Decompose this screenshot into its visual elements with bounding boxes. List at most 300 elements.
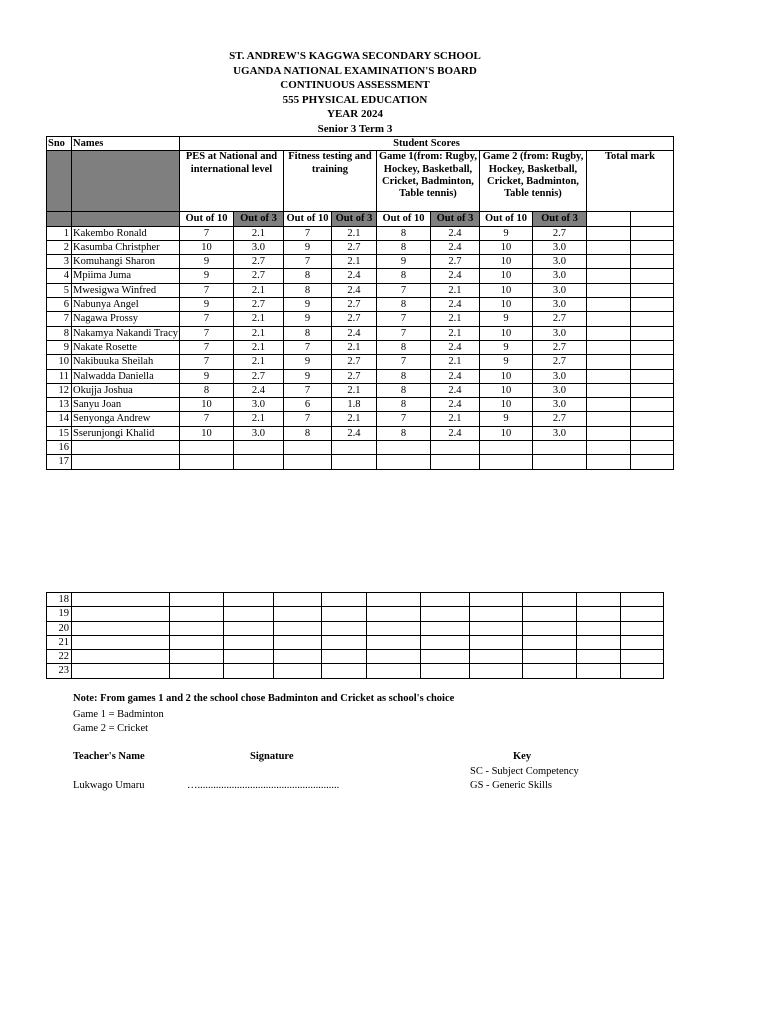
- score-out-of-3: 2.1: [430, 283, 479, 297]
- empty-score-cell: [367, 621, 421, 635]
- empty-score-cell: [523, 635, 577, 649]
- score-out-of-3: 2.4: [430, 340, 479, 354]
- assessment-title: CONTINUOUS ASSESSMENT: [280, 79, 430, 91]
- score-out-of-10: 10: [479, 398, 532, 412]
- score-out-of-3: 3.0: [233, 426, 283, 440]
- student-name: [72, 441, 180, 455]
- score-out-of-10: 10: [479, 326, 532, 340]
- student-name: [72, 664, 170, 678]
- score-out-of-3: 3.0: [532, 426, 586, 440]
- score-out-of-3: 2.7: [532, 340, 586, 354]
- game1-column-header: Game 1(from: Rugby, Hockey, Basketball, Cricket, Badminton, Table tennis): [376, 151, 479, 212]
- score-out-of-10: 9: [376, 255, 430, 269]
- signature-line: …......................................................: [187, 780, 340, 791]
- row-number: 20: [47, 621, 72, 635]
- score-out-of-3: 3.0: [532, 326, 586, 340]
- score-out-of-3: 3.0: [532, 283, 586, 297]
- score-out-of-3: 3.0: [532, 369, 586, 383]
- empty-score-cell: [577, 593, 621, 607]
- score-out-of-10: 7: [179, 226, 233, 240]
- out-of-3-header: Out of 3: [233, 212, 283, 226]
- score-out-of-3: 3.0: [532, 255, 586, 269]
- row-number: 14: [47, 412, 72, 426]
- score-out-of-10: 8: [283, 269, 331, 283]
- score-out-of-10: 8: [376, 226, 430, 240]
- total-cell: [586, 312, 630, 326]
- total-cell: [630, 398, 673, 412]
- score-out-of-10: 8: [376, 383, 430, 397]
- score-out-of-3: [430, 441, 479, 455]
- score-out-of-10: 9: [479, 226, 532, 240]
- exam-board: UGANDA NATIONAL EXAMINATION'S BOARD: [233, 64, 477, 77]
- score-out-of-3: 2.7: [331, 312, 376, 326]
- out-of-3-header: Out of 3: [331, 212, 376, 226]
- empty-score-cell: [274, 607, 322, 621]
- empty-score-cell: [367, 664, 421, 678]
- score-out-of-10: 9: [479, 355, 532, 369]
- total-cell: [630, 212, 673, 226]
- score-out-of-10: 7: [376, 283, 430, 297]
- score-out-of-3: 2.4: [331, 283, 376, 297]
- empty-score-cell: [170, 593, 224, 607]
- score-out-of-3: 2.1: [233, 312, 283, 326]
- student-row: [47, 312, 674, 326]
- total-cell: [586, 340, 630, 354]
- empty-score-cell: [523, 621, 577, 635]
- empty-score-cell: [367, 650, 421, 664]
- student-name: Nalwadda Daniella: [72, 369, 180, 383]
- total-cell: [586, 326, 630, 340]
- score-out-of-10: 10: [479, 283, 532, 297]
- total-cell: [630, 426, 673, 440]
- empty-score-cell: [470, 607, 523, 621]
- score-out-of-10: 7: [179, 283, 233, 297]
- game2-note: Game 2 = Cricket: [73, 723, 149, 734]
- score-out-of-10: 6: [283, 398, 331, 412]
- score-out-of-3: [532, 441, 586, 455]
- empty-score-cell: [274, 664, 322, 678]
- empty-score-cell: [470, 635, 523, 649]
- sno-header: Sno: [47, 137, 72, 151]
- student-row: [47, 607, 664, 621]
- total-cell: [630, 383, 673, 397]
- student-scores-header: Student Scores: [179, 137, 673, 151]
- teacher-name-label: Teacher's Name: [73, 751, 145, 762]
- empty-score-cell: [577, 635, 621, 649]
- score-out-of-3: 3.0: [233, 240, 283, 254]
- score-out-of-10: 7: [283, 412, 331, 426]
- score-out-of-10: 7: [283, 383, 331, 397]
- score-out-of-3: 2.7: [532, 412, 586, 426]
- score-out-of-3: 2.4: [430, 369, 479, 383]
- total-cell: [586, 298, 630, 312]
- score-out-of-10: [376, 441, 430, 455]
- score-out-of-10: 9: [283, 240, 331, 254]
- score-out-of-10: 9: [179, 255, 233, 269]
- empty-score-cell: [621, 650, 664, 664]
- score-out-of-3: 1.8: [331, 398, 376, 412]
- score-out-of-10: 10: [479, 240, 532, 254]
- total-cell: [630, 355, 673, 369]
- student-name: Sserunjongi Khalid: [72, 426, 180, 440]
- score-out-of-10: 9: [283, 298, 331, 312]
- document-header: [0, 49, 710, 136]
- class-term-title: Senior 3 Term 3: [317, 122, 393, 135]
- empty-score-cell: [367, 607, 421, 621]
- score-out-of-10: 9: [179, 298, 233, 312]
- score-out-of-10: 10: [479, 369, 532, 383]
- scores-table: [46, 136, 674, 470]
- student-name: [72, 593, 170, 607]
- score-out-of-10: 8: [376, 398, 430, 412]
- score-out-of-3: 2.4: [430, 398, 479, 412]
- empty-score-cell: [224, 650, 274, 664]
- header-row-1: [47, 137, 674, 151]
- score-out-of-3: 2.1: [233, 340, 283, 354]
- score-out-of-10: 7: [376, 312, 430, 326]
- score-out-of-10: 8: [283, 283, 331, 297]
- empty-score-cell: [170, 607, 224, 621]
- row-number: 15: [47, 426, 72, 440]
- empty-score-cell: [322, 607, 367, 621]
- empty-score-cell: [621, 607, 664, 621]
- score-out-of-10: 9: [179, 269, 233, 283]
- score-out-of-3: 2.7: [331, 369, 376, 383]
- out-of-10-header: Out of 10: [283, 212, 331, 226]
- shaded-cell: [47, 212, 72, 226]
- score-out-of-3: 2.7: [430, 255, 479, 269]
- student-name: Senyonga Andrew: [72, 412, 180, 426]
- student-row: [47, 635, 664, 649]
- school-name: ST. ANDREW'S KAGGWA SECONDARY SCHOOL: [229, 50, 481, 62]
- row-number: 11: [47, 369, 72, 383]
- empty-score-cell: [170, 650, 224, 664]
- student-name: Mwesigwa Winfred: [72, 283, 180, 297]
- row-number: 19: [47, 607, 72, 621]
- out-of-10-header: Out of 10: [479, 212, 532, 226]
- empty-score-cell: [170, 635, 224, 649]
- empty-score-cell: [470, 593, 523, 607]
- score-out-of-10: [179, 455, 233, 469]
- student-row: [47, 255, 674, 269]
- row-number: 22: [47, 650, 72, 664]
- score-out-of-3: 2.4: [430, 383, 479, 397]
- score-out-of-10: 7: [179, 326, 233, 340]
- empty-score-cell: [224, 664, 274, 678]
- score-out-of-10: 10: [179, 426, 233, 440]
- empty-score-cell: [322, 664, 367, 678]
- score-out-of-3: 2.7: [532, 312, 586, 326]
- empty-score-cell: [322, 635, 367, 649]
- student-row: [47, 412, 674, 426]
- game1-note: Game 1 = Badminton: [73, 709, 164, 720]
- score-out-of-10: 9: [179, 369, 233, 383]
- fitness-column-header: Fitness testing and training: [283, 151, 376, 212]
- score-out-of-3: 2.1: [331, 226, 376, 240]
- student-name: [72, 621, 170, 635]
- row-number: 3: [47, 255, 72, 269]
- row-number: 2: [47, 240, 72, 254]
- row-number: 7: [47, 312, 72, 326]
- out-of-10-header: Out of 10: [376, 212, 430, 226]
- game2-column-header: Game 2 (from: Rugby, Hockey, Basketball, Cricket, Badminton, Table tennis): [479, 151, 586, 212]
- header-row-2: [47, 151, 674, 212]
- score-out-of-10: 8: [376, 340, 430, 354]
- score-out-of-10: 9: [479, 412, 532, 426]
- score-out-of-10: [376, 455, 430, 469]
- student-row: [47, 269, 674, 283]
- student-row: [47, 298, 674, 312]
- total-cell: [586, 283, 630, 297]
- empty-score-cell: [577, 607, 621, 621]
- score-out-of-3: [331, 455, 376, 469]
- score-out-of-10: 7: [179, 355, 233, 369]
- student-name: Mpiima Juma: [72, 269, 180, 283]
- empty-score-cell: [274, 593, 322, 607]
- row-number: 6: [47, 298, 72, 312]
- row-number: 9: [47, 340, 72, 354]
- empty-score-cell: [421, 607, 470, 621]
- total-cell: [586, 355, 630, 369]
- row-number: 5: [47, 283, 72, 297]
- score-out-of-3: [233, 441, 283, 455]
- score-out-of-10: 7: [376, 355, 430, 369]
- student-name: Nakate Rosette: [72, 340, 180, 354]
- empty-score-cell: [577, 664, 621, 678]
- row-number: 21: [47, 635, 72, 649]
- score-out-of-10: 10: [479, 298, 532, 312]
- score-out-of-3: 2.1: [233, 355, 283, 369]
- score-out-of-10: [179, 441, 233, 455]
- empty-score-cell: [421, 650, 470, 664]
- total-cell: [586, 369, 630, 383]
- student-row: [47, 355, 674, 369]
- total-cell: [630, 369, 673, 383]
- student-name: [72, 607, 170, 621]
- empty-score-cell: [523, 650, 577, 664]
- score-out-of-3: [233, 455, 283, 469]
- student-row: [47, 426, 674, 440]
- score-out-of-3: 2.4: [430, 426, 479, 440]
- score-out-of-10: 7: [376, 326, 430, 340]
- total-cell: [630, 226, 673, 240]
- total-cell: [586, 426, 630, 440]
- empty-score-cell: [577, 650, 621, 664]
- row-number: 13: [47, 398, 72, 412]
- row-number: 1: [47, 226, 72, 240]
- score-out-of-10: 10: [179, 398, 233, 412]
- total-cell: [586, 455, 630, 469]
- total-cell: [630, 240, 673, 254]
- score-out-of-3: 2.4: [331, 426, 376, 440]
- student-row: [47, 441, 674, 455]
- student-row: [47, 340, 674, 354]
- student-row: [47, 664, 664, 678]
- empty-score-cell: [224, 607, 274, 621]
- out-of-3-header: Out of 3: [532, 212, 586, 226]
- empty-score-cell: [170, 664, 224, 678]
- empty-score-cell: [224, 621, 274, 635]
- total-cell: [630, 312, 673, 326]
- score-out-of-3: 2.7: [233, 298, 283, 312]
- score-out-of-3: 2.1: [233, 226, 283, 240]
- total-cell: [586, 441, 630, 455]
- score-out-of-10: 9: [283, 355, 331, 369]
- score-out-of-10: 9: [479, 312, 532, 326]
- score-out-of-10: 10: [479, 426, 532, 440]
- row-number: 10: [47, 355, 72, 369]
- score-out-of-3: 2.4: [430, 240, 479, 254]
- student-name: Okujja Joshua: [72, 383, 180, 397]
- row-number: 18: [47, 593, 72, 607]
- empty-score-cell: [523, 607, 577, 621]
- total-cell: [630, 283, 673, 297]
- total-cell: [586, 226, 630, 240]
- total-cell: [630, 298, 673, 312]
- score-out-of-10: 8: [376, 369, 430, 383]
- score-out-of-3: 2.1: [430, 326, 479, 340]
- score-out-of-3: 2.1: [430, 312, 479, 326]
- score-out-of-3: [532, 455, 586, 469]
- score-out-of-3: 3.0: [532, 398, 586, 412]
- empty-score-cell: [274, 621, 322, 635]
- score-out-of-3: 3.0: [233, 398, 283, 412]
- empty-score-cell: [322, 593, 367, 607]
- student-name: Kakembo Ronald: [72, 226, 180, 240]
- empty-score-cell: [470, 621, 523, 635]
- names-header: Names: [72, 137, 180, 151]
- score-out-of-10: 8: [283, 326, 331, 340]
- score-out-of-3: 2.7: [233, 269, 283, 283]
- score-out-of-10: 10: [479, 255, 532, 269]
- empty-score-cell: [170, 621, 224, 635]
- total-cell: [630, 441, 673, 455]
- empty-score-cell: [621, 635, 664, 649]
- score-out-of-3: 2.7: [331, 240, 376, 254]
- key-label: Key: [513, 751, 532, 762]
- score-out-of-10: [283, 455, 331, 469]
- subject-title: 555 PHYSICAL EDUCATION: [282, 93, 428, 106]
- empty-score-cell: [621, 621, 664, 635]
- empty-score-cell: [367, 593, 421, 607]
- total-cell: [630, 269, 673, 283]
- score-out-of-3: 2.7: [331, 298, 376, 312]
- total-cell: [586, 212, 630, 226]
- score-out-of-3: 2.4: [430, 269, 479, 283]
- empty-score-cell: [224, 635, 274, 649]
- student-row: [47, 283, 674, 297]
- score-out-of-3: 2.1: [331, 412, 376, 426]
- score-out-of-3: 2.1: [233, 283, 283, 297]
- score-out-of-3: 3.0: [532, 298, 586, 312]
- student-name: [72, 635, 170, 649]
- empty-score-cell: [577, 621, 621, 635]
- score-out-of-3: 2.7: [233, 255, 283, 269]
- key-generic-skills: GS - Generic Skills: [470, 780, 552, 791]
- total-cell: [586, 412, 630, 426]
- score-out-of-3: 2.1: [430, 412, 479, 426]
- score-out-of-3: 3.0: [532, 383, 586, 397]
- score-out-of-10: 7: [179, 312, 233, 326]
- score-out-of-3: 3.0: [532, 269, 586, 283]
- score-out-of-10: 7: [283, 255, 331, 269]
- empty-score-cell: [421, 664, 470, 678]
- empty-score-cell: [421, 621, 470, 635]
- score-out-of-3: 2.1: [233, 326, 283, 340]
- score-out-of-3: 2.4: [331, 269, 376, 283]
- student-row: [47, 593, 664, 607]
- score-out-of-3: 2.4: [430, 298, 479, 312]
- score-out-of-10: [283, 441, 331, 455]
- total-cell: [586, 383, 630, 397]
- student-row: [47, 455, 674, 469]
- score-out-of-10: 7: [283, 226, 331, 240]
- score-out-of-3: 2.1: [233, 412, 283, 426]
- score-out-of-3: 2.1: [331, 383, 376, 397]
- total-cell: [630, 255, 673, 269]
- empty-score-cell: [621, 664, 664, 678]
- score-out-of-3: 2.1: [331, 255, 376, 269]
- row-number: 12: [47, 383, 72, 397]
- shaded-cell: [47, 151, 72, 212]
- empty-score-cell: [421, 593, 470, 607]
- student-row: [47, 650, 664, 664]
- score-out-of-10: 7: [376, 412, 430, 426]
- score-out-of-10: 9: [283, 312, 331, 326]
- scores-table-continued: [46, 592, 664, 679]
- year-title: YEAR 2024: [327, 108, 383, 120]
- row-number: 16: [47, 441, 72, 455]
- empty-score-cell: [470, 650, 523, 664]
- total-cell: [630, 412, 673, 426]
- student-name: [72, 455, 180, 469]
- score-out-of-3: 3.0: [532, 240, 586, 254]
- score-out-of-10: 9: [283, 369, 331, 383]
- total-cell: [586, 240, 630, 254]
- score-out-of-3: 2.4: [233, 383, 283, 397]
- student-row: [47, 383, 674, 397]
- empty-score-cell: [421, 635, 470, 649]
- total-cell: [586, 398, 630, 412]
- score-out-of-10: [479, 455, 532, 469]
- score-out-of-10: [479, 441, 532, 455]
- score-out-of-10: 8: [283, 426, 331, 440]
- total-mark-header: Total mark: [586, 151, 673, 212]
- pes-column-header: PES at National and international level: [179, 151, 283, 212]
- note-text: Note: From games 1 and 2 the school chose Badminton and Cricket as school's choice: [73, 693, 455, 704]
- score-out-of-10: 7: [179, 412, 233, 426]
- signature-label: Signature: [250, 751, 294, 762]
- row-number: 4: [47, 269, 72, 283]
- out-of-10-header: Out of 10: [179, 212, 233, 226]
- total-cell: [630, 455, 673, 469]
- total-cell: [630, 340, 673, 354]
- empty-score-cell: [470, 664, 523, 678]
- score-out-of-3: 2.7: [532, 226, 586, 240]
- student-name: Komuhangi Sharon: [72, 255, 180, 269]
- score-out-of-10: 8: [376, 269, 430, 283]
- score-out-of-3: 2.7: [532, 355, 586, 369]
- score-out-of-10: 8: [376, 298, 430, 312]
- student-row: [47, 398, 674, 412]
- student-row: [47, 240, 674, 254]
- empty-score-cell: [274, 650, 322, 664]
- row-number: 23: [47, 664, 72, 678]
- student-name: Nakamya Nakandi Tracy: [73, 327, 178, 339]
- key-subject-competency: SC - Subject Competency: [470, 766, 579, 777]
- out-of-3-header: Out of 3: [430, 212, 479, 226]
- row-number: 17: [47, 455, 72, 469]
